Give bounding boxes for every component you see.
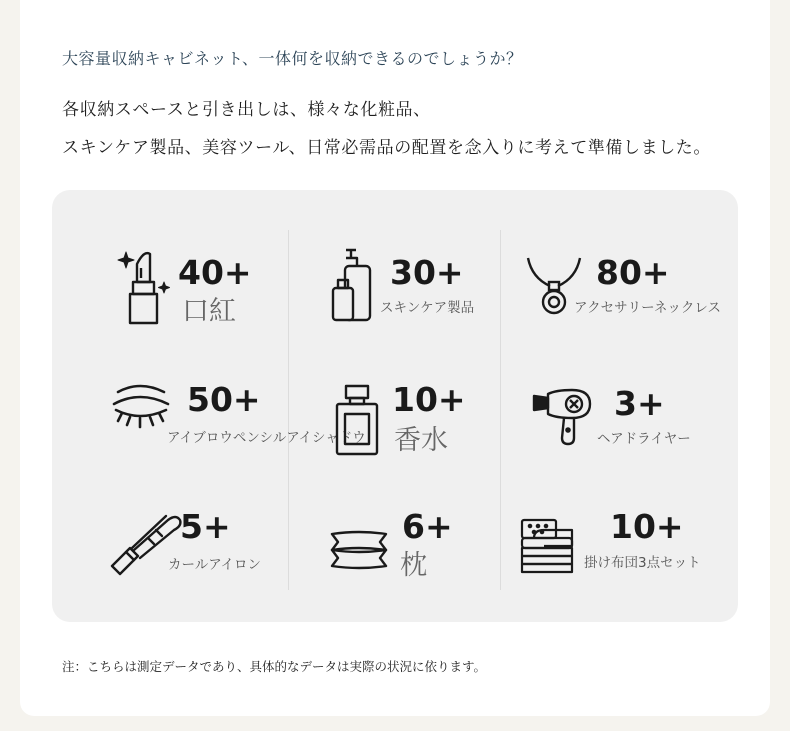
item-label: スキンケア製品 xyxy=(380,300,475,316)
description-line-1: 各収納スペースと引き出しは、様々な化粧品、 xyxy=(62,100,431,120)
section-question: 大容量収納キャビネット、一体何を収納できるのでしょうか？ xyxy=(62,49,523,68)
item-label: カールアイロン xyxy=(168,557,262,573)
item-label: アイブロウペンシルアイシャドウ xyxy=(167,430,366,446)
count-value: 30+ xyxy=(390,253,464,292)
item-label: 香水 xyxy=(394,425,448,456)
folded-bedding-icon xyxy=(518,516,576,576)
count-value: 3+ xyxy=(614,384,665,423)
item-label: アクセサリーネックレス xyxy=(574,300,722,316)
footnote: 注：こちらは測定データであり、具体的なデータは実際の状況に依ります。 xyxy=(62,659,487,674)
count-value: 80+ xyxy=(596,253,670,292)
count-value: 5+ xyxy=(180,507,231,546)
item-label: 口紅 xyxy=(182,296,236,327)
item-label: ヘアドライヤー xyxy=(597,431,691,447)
hair-dryer-icon xyxy=(530,386,596,448)
count-value: 40+ xyxy=(178,253,252,292)
item-label: 枕 xyxy=(400,550,427,581)
storage-capacity-panel xyxy=(52,190,738,622)
description-line-2: スキンケア製品、美容ツール、日常必需品の配置を念入りに考えて準備しました。 xyxy=(62,138,711,158)
count-value: 10+ xyxy=(392,380,466,419)
count-value: 10+ xyxy=(610,507,684,546)
pillow-icon xyxy=(326,528,392,572)
count-value: 50+ xyxy=(187,380,261,419)
item-label: 掛け布団3点セット xyxy=(584,555,701,571)
column-divider xyxy=(288,230,289,590)
count-value: 6+ xyxy=(402,507,453,546)
column-divider xyxy=(500,230,501,590)
skincare-bottles-icon xyxy=(330,246,378,326)
eyelash-icon xyxy=(110,382,172,430)
perfume-icon xyxy=(334,382,380,458)
lipstick-icon xyxy=(112,246,178,326)
